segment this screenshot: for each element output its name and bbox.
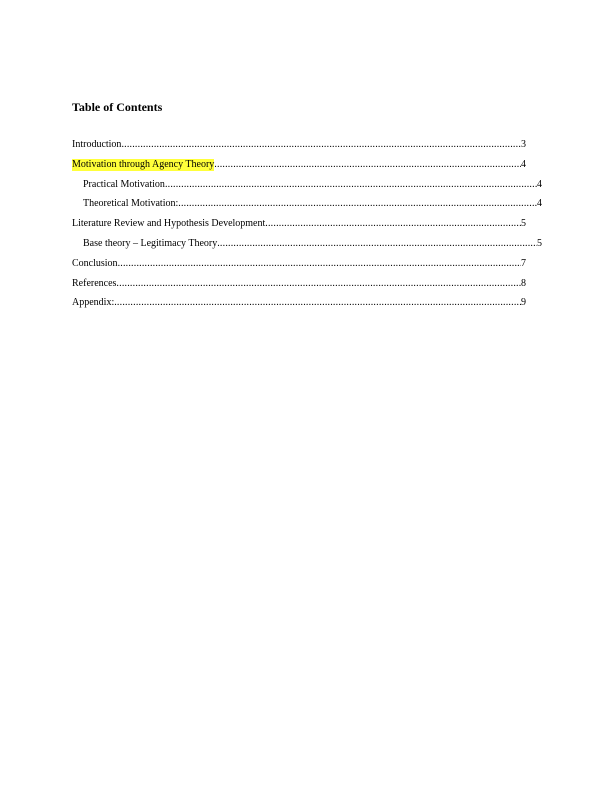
toc-page-number: 8 xyxy=(521,277,526,289)
toc-entry-base-theory[interactable] xyxy=(72,238,542,250)
toc-dot-leader xyxy=(116,278,521,290)
toc-page-number: 5 xyxy=(521,218,526,230)
toc-page-number: 7 xyxy=(521,257,526,269)
toc-entry-references[interactable] xyxy=(72,278,526,290)
toc-entry-label: Appendix: xyxy=(72,297,115,309)
toc-entry-label: Practical Motivation xyxy=(83,178,165,190)
toc-entry-label: Literature Review and Hypothesis Development xyxy=(72,218,266,230)
toc-entry-label: Base theory – Legitimacy Theory xyxy=(83,237,218,249)
toc-dot-leader xyxy=(165,179,537,191)
toc-page-number: 9 xyxy=(521,297,526,309)
toc-page-number: 3 xyxy=(521,139,526,150)
toc-page-number: 5 xyxy=(537,237,542,249)
toc-dot-leader xyxy=(265,218,521,230)
toc-dot-leader xyxy=(217,238,537,250)
toc-title: Table of Contents xyxy=(72,100,163,114)
toc-dot-leader xyxy=(214,159,521,171)
toc-entry-label: Motivation through Agency Theory xyxy=(72,158,215,170)
toc-entry-practical-motivation[interactable] xyxy=(72,179,542,191)
toc-entry-conclusion[interactable] xyxy=(72,258,526,270)
toc-entry-label: Introduction xyxy=(72,139,122,150)
toc-page-number: 4 xyxy=(521,158,526,170)
toc-list xyxy=(72,139,542,317)
toc-page-number: 4 xyxy=(537,198,542,210)
toc-entry-appendix[interactable] xyxy=(72,297,526,309)
toc-entry-introduction[interactable] xyxy=(72,139,526,151)
toc-dot-leader xyxy=(118,258,521,270)
toc-dot-leader xyxy=(114,297,521,309)
toc-entry-label: Theoretical Motivation: xyxy=(83,198,179,210)
toc-entry-motivation-agency-theory[interactable] xyxy=(72,159,526,171)
toc-entry-literature-review[interactable] xyxy=(72,218,526,230)
toc-entry-label: Conclusion xyxy=(72,257,118,269)
toc-page-number: 4 xyxy=(537,178,542,190)
toc-entry-label: References xyxy=(72,277,117,289)
toc-dot-leader xyxy=(178,198,537,210)
toc-dot-leader xyxy=(121,139,521,151)
toc-entry-theoretical-motivation[interactable] xyxy=(72,198,542,210)
